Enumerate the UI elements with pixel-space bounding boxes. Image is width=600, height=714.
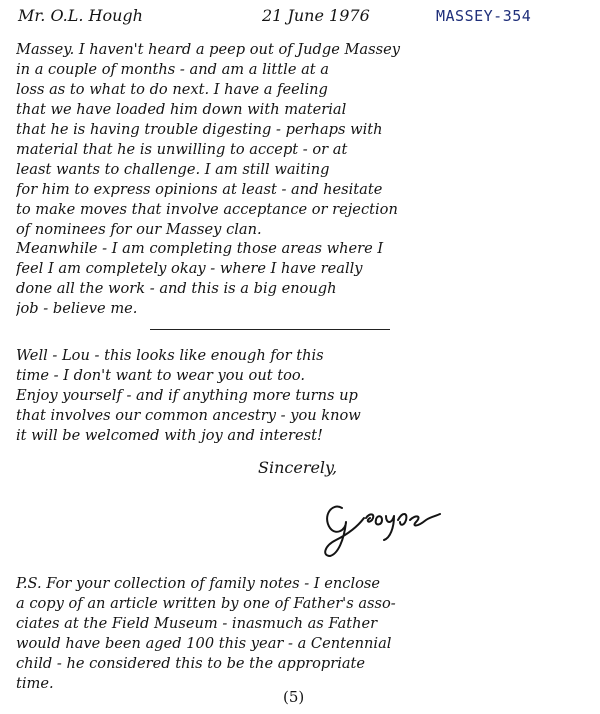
text-line: in a couple of months - and am a little at a [16, 61, 330, 78]
archive-id: MASSEY-354 [436, 7, 532, 25]
text-line: time. [16, 675, 54, 692]
text-line: it will be welcomed with joy and interest! [16, 427, 323, 444]
text-line: would have been aged 100 this year - a Centennial [16, 635, 392, 652]
text-line: P.S. For your collection of family notes - I enclose [16, 575, 381, 592]
text-line: loss as to what to do next. I have a feeling [16, 81, 328, 98]
paragraph-massey [16, 40, 586, 240]
text-line: Massey. I haven't heard a peep out of Judge Massey [16, 41, 400, 58]
recipient-line: Mr. O.L. Hough [18, 6, 143, 25]
text-line: Enjoy yourself - and if anything more turns up [16, 387, 358, 404]
signature [312, 494, 442, 560]
text-line: material that he is unwilling to accept - or at [16, 141, 348, 158]
text-line: to make moves that involve acceptance or rejection [16, 201, 398, 218]
text-line: done all the work - and this is a big enough [16, 280, 337, 297]
text-line: time - I don't want to wear you out too. [16, 367, 306, 384]
text-line: that he is having trouble digesting - perhaps with [16, 121, 383, 138]
text-line: for him to express opinions at least - and hesitate [16, 181, 383, 198]
text-line: job - believe me. [16, 300, 138, 317]
text-line: Well - Lou - this looks like enough for this [16, 347, 324, 364]
text-line: ciates at the Field Museum - inasmuch as Father [16, 615, 378, 632]
paragraph-meanwhile [16, 239, 586, 319]
text-line: that involves our common ancestry - you know [16, 407, 361, 424]
text-line: a copy of an article written by one of Father's asso- [16, 595, 396, 612]
text-line: that we have loaded him down with material [16, 101, 347, 118]
postscript [16, 574, 586, 694]
section-divider [150, 329, 390, 330]
text-line: least wants to challenge. I am still waiting [16, 161, 330, 178]
text-line: Meanwhile - I am completing those areas where I [16, 240, 384, 257]
text-line: feel I am completely okay - where I have really [16, 260, 363, 277]
closing: Sincerely, [258, 458, 338, 477]
text-line: of nominees for our Massey clan. [16, 221, 262, 238]
text-line: child - he considered this to be the appropriate [16, 655, 366, 672]
letter-date: 21 June 1976 [262, 6, 370, 25]
page-number: (5) [283, 688, 305, 706]
paragraph-well-lou [16, 346, 586, 446]
